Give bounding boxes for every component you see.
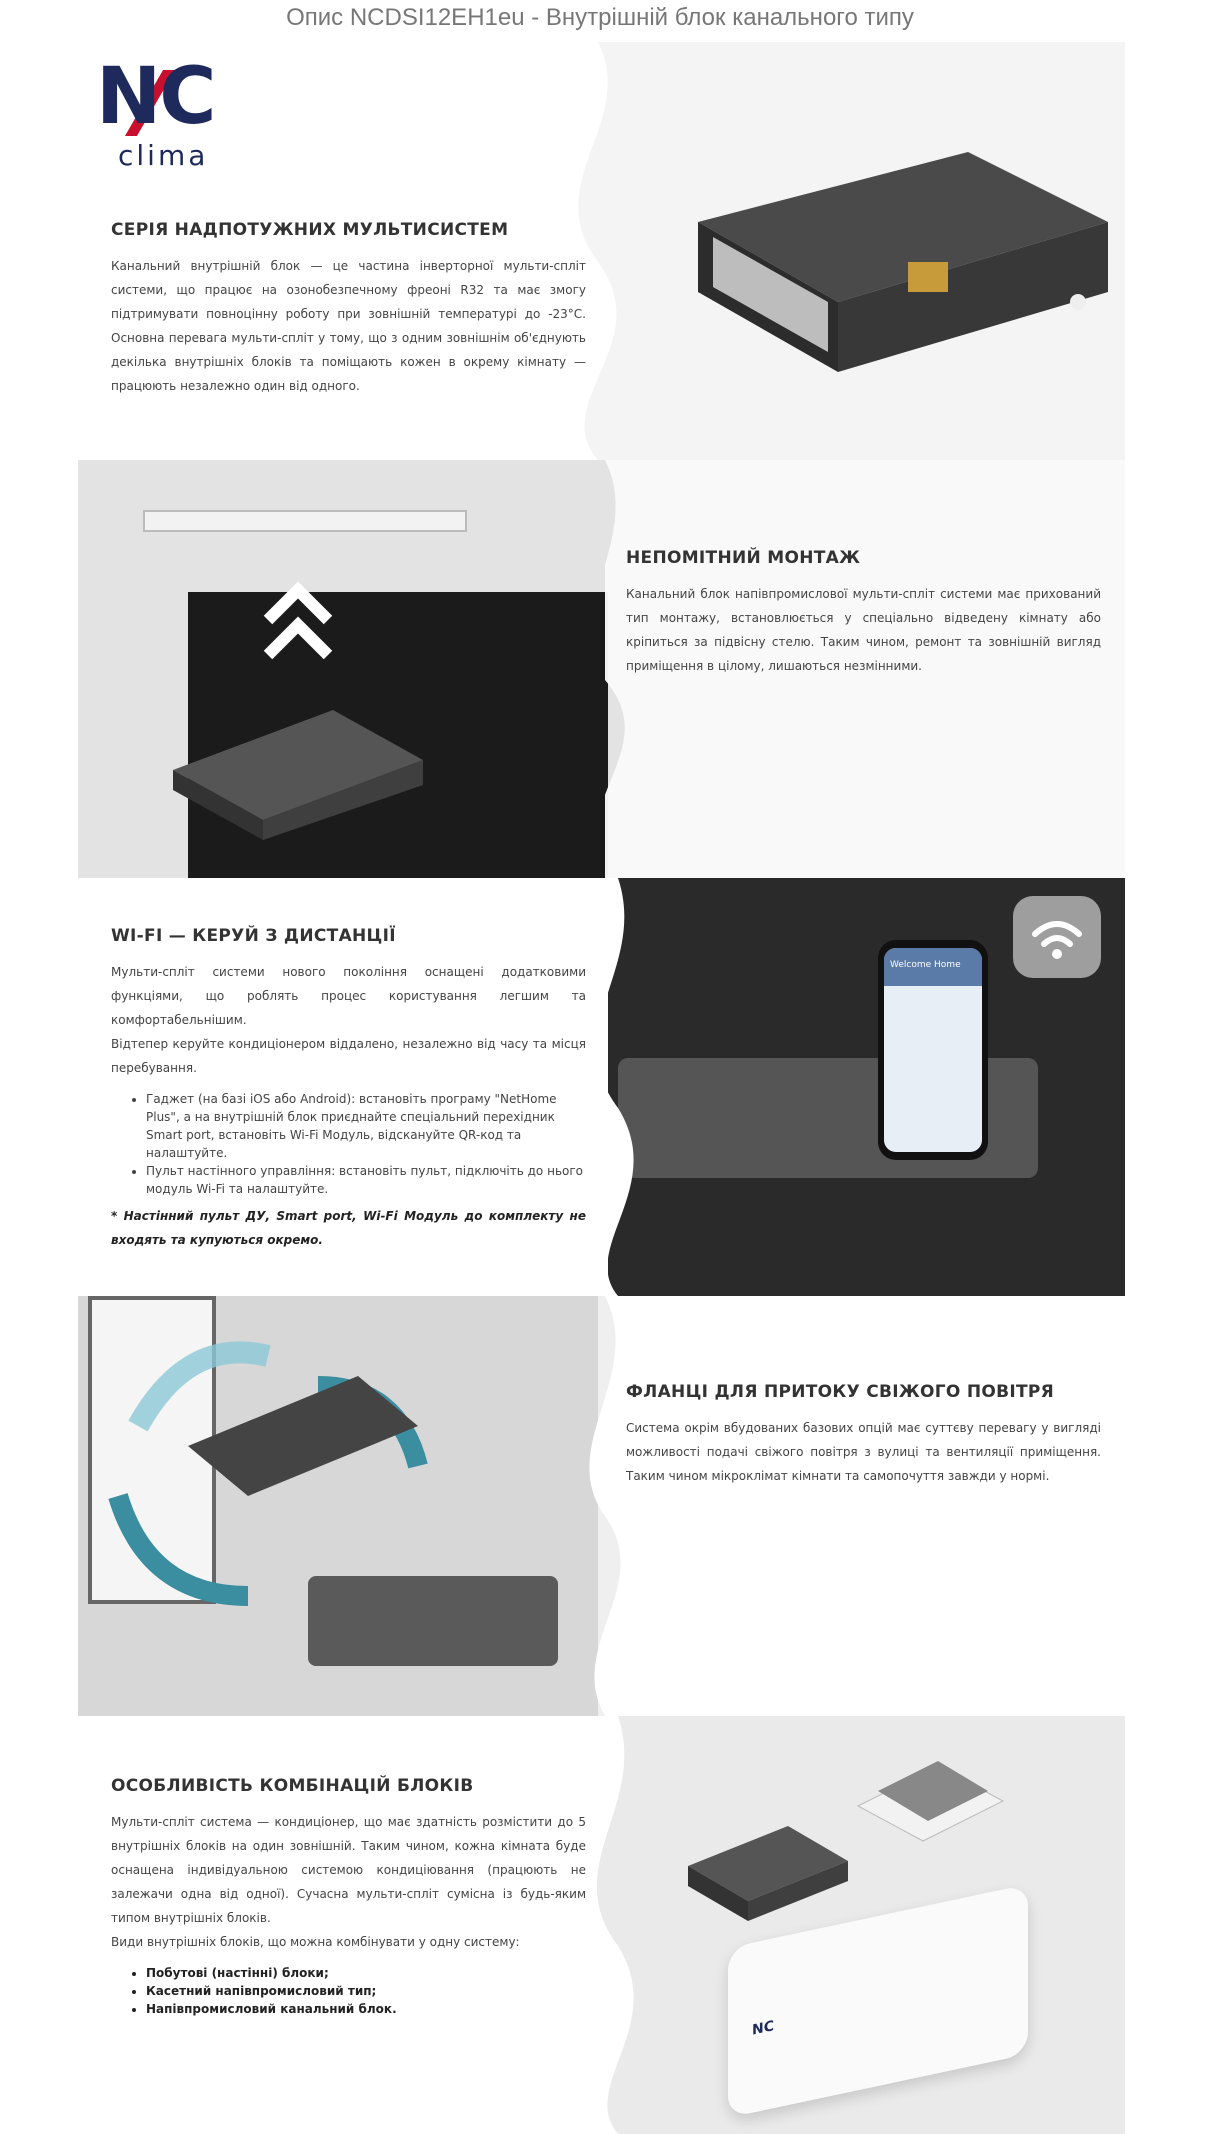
wifi-icon [1013,896,1101,978]
installation-heading: НЕПОМІТНИЙ МОНТАЖ [626,548,861,568]
combinations-bullet-list [111,1964,586,2018]
list-item: • Гаджет (на базі iOS або Android): встановіть програму "NetHome Plus", а на внутрішній блок приєднайте спеціальний перехідник Smart port, встановіть Wi-Fi Модуль, відскануйте QR-код та налаштуйте. [146,1090,586,1162]
logo-main: NC [96,52,215,142]
duct-unit-image [163,690,463,840]
fresh-air-heading: ФЛАНЦІ ДЛЯ ПРИТОКУ СВІЖОГО ПОВІТРЯ [626,1382,1055,1402]
wifi-note: * Настінний пульт ДУ, Smart port, Wi-Fi Модуль до комплекту не входять та купуються окремо. [111,1209,586,1247]
wifi-paragraph-2: Відтепер керуйте кондиціонером віддалено, незалежно від часу та місця перебування. [111,1037,586,1075]
section-series [78,42,1125,460]
list-item: • Напівпромисловий канальний блок. [146,2000,586,2018]
airflow-arrows [98,1316,458,1616]
logo-sub: clima [118,139,209,172]
wifi-heading: WI-FI — КЕРУЙ З ДИСТАНЦІЇ [111,926,396,946]
section-installation [78,460,1125,878]
section-background-wave [565,1296,1125,1716]
arrows-up-icon [258,570,338,670]
series-text-block [111,220,586,398]
combinations-paragraph-1: Мульти-спліт система — кондиціонер, що має здатність розмістити до 5 внутрішніх блоків на один зовнішній. Таким чином, кожна кімната буде оснащена індивідуальною системою кондиціювання (працюють не залежачи одна від одної). Сучасна мульти-спліт сумісна із будь-яким типом внутрішніх блоків. [111,1815,586,1925]
smartphone [878,940,988,1160]
duct-unit-image [658,112,1118,372]
duct-unit-image [678,1816,858,1926]
phone-app-header: Welcome Home [884,948,982,986]
installation-text-block [626,548,1101,678]
combinations-heading: ОСОБЛИВІСТЬ КОМБІНАЦІЙ БЛОКІВ [111,1776,474,1796]
wifi-badge [1013,896,1101,978]
ceiling-grille [143,510,467,532]
section-combinations [78,1716,1125,2134]
fresh-air-text-block [626,1382,1101,1488]
wifi-bullet-list [111,1090,586,1198]
series-heading: СЕРІЯ НАДПОТУЖНИХ МУЛЬТИСИСТЕМ [111,220,509,240]
combinations-paragraph-2: Види внутрішніх блоків, що можна комбінувати у одну систему: [111,1935,520,1949]
wifi-paragraph-1: Мульти-спліт системи нового покоління оснащені додатковими функціями, що роблять процес користування легшим та комфортабельнішим. [111,965,586,1027]
list-item: • Пульт настінного управління: встановіть пульт, підключіть до нього модуль Wi-Fi та налаштуйте. [146,1162,586,1198]
cassette-unit-image [838,1756,1008,1866]
wifi-text-block [111,926,586,1252]
section-wifi [78,878,1125,1296]
list-item: • Побутові (настінні) блоки; [146,1964,586,1982]
phone-screen [884,948,982,1152]
installation-paragraph: Канальний блок напівпромислової мульти-спліт системи має прихований тип монтажу, встановлюється у спеціально відведену кімнату або кріпиться за підвісну стелю. Таким чином, ремонт та зовнішній вигляд приміщення в цілому, лишаються незмінними. [626,587,1101,673]
combinations-text-block [111,1776,586,2024]
page-title: Опис NCDSI12EH1eu - Внутрішній блок канального типу [286,4,914,31]
series-paragraph: Канальний внутрішній блок — це частина інверторної мульти-спліт системи, що працює на озонобезпечному фреоні R32 та має змогу підтримувати повноцінну роботу при зовнішній температурі до -23°C. Основна перевага мульти-спліт у тому, що з одним зовнішнім об'єднують декілька внутрішніх блоків та поміщають кожен в окрему кімнату — працюють незалежно один від одного. [111,259,586,393]
list-item: • Касетний напівпромисловий тип; [146,1982,586,2000]
section-fresh-air [78,1296,1125,1716]
fresh-air-paragraph: Система окрім вбудованих базових опцій має суттєву перевагу у вигляді можливості подачі свіжого повітря з вулиці та вентиляції приміщення. Таким чином мікроклімат кімнати та самопочуття завжди у нормі. [626,1421,1101,1483]
wall-unit-logo: NC [752,2018,774,2039]
